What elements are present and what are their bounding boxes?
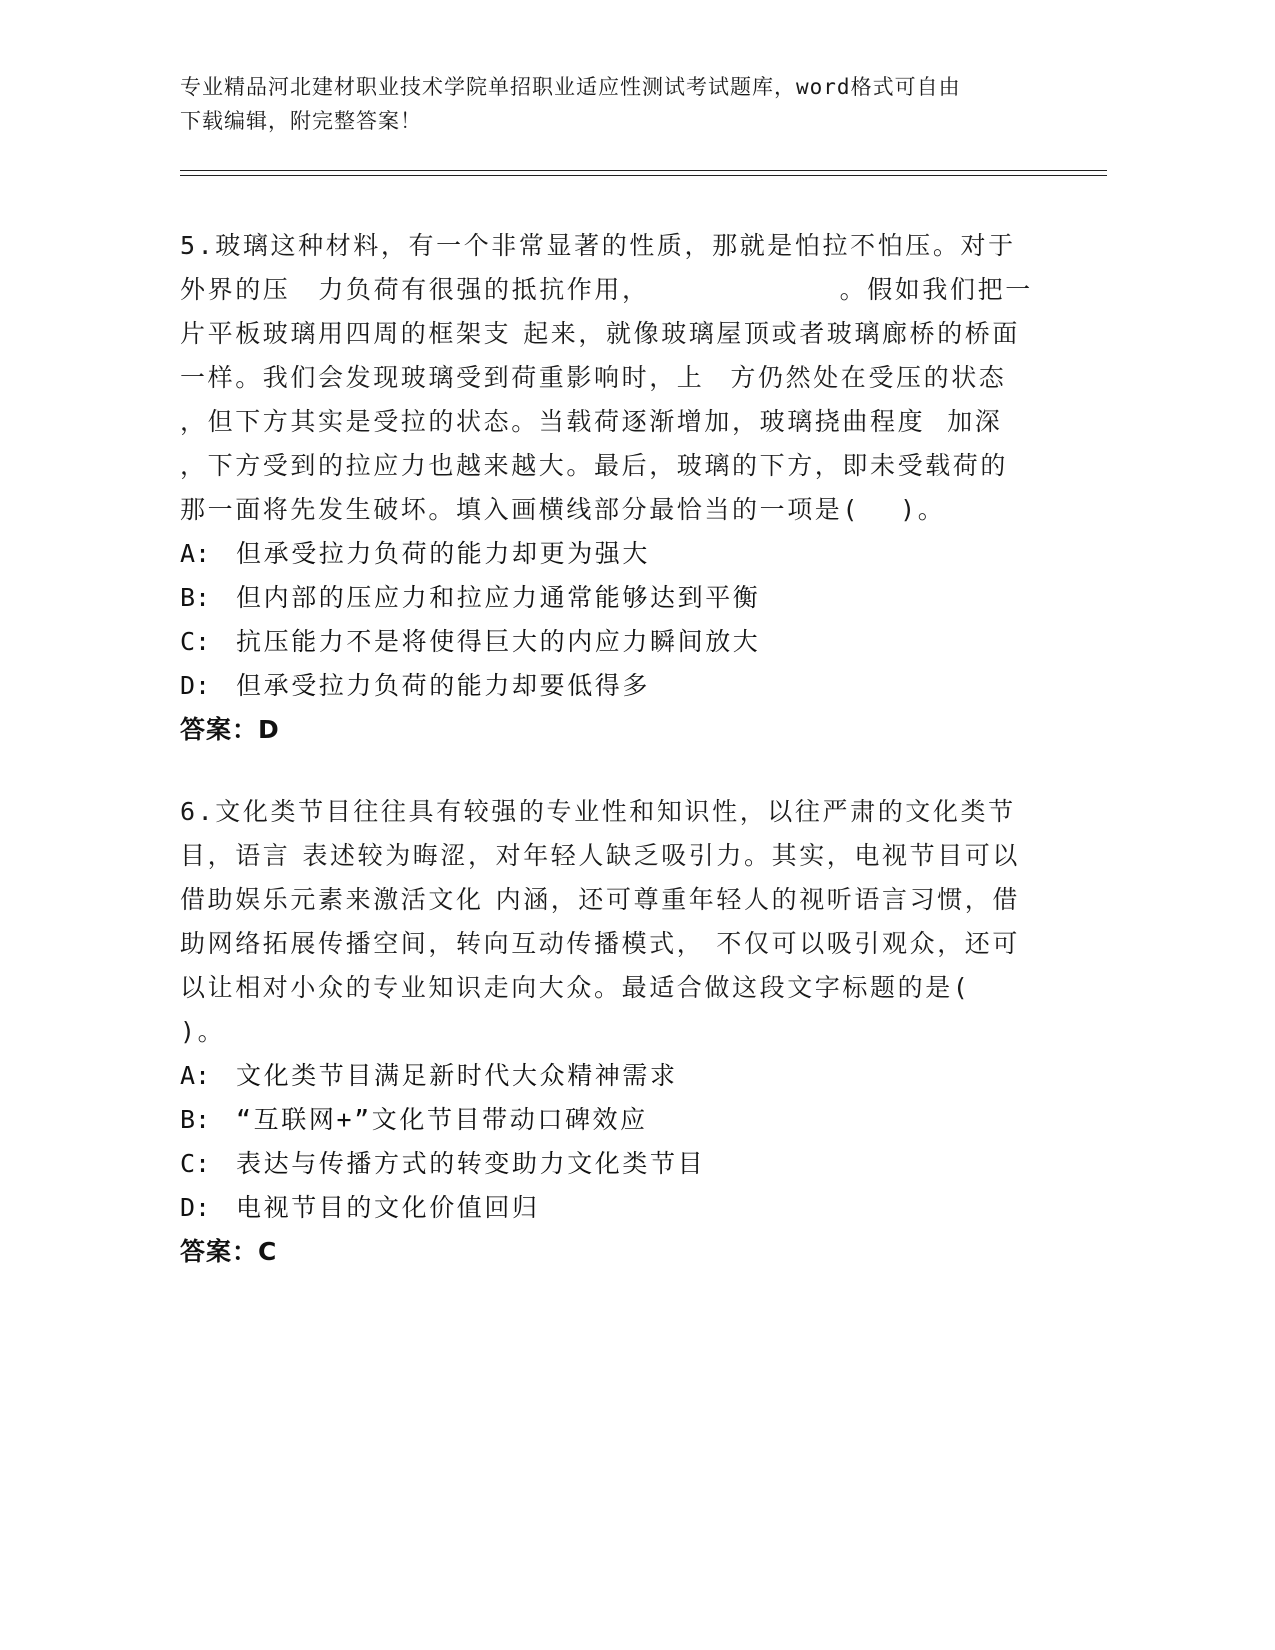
stem-line — [180, 922, 1040, 966]
stem-text: )。 — [180, 1017, 226, 1046]
stem-text: ，但下方其实是受拉的状态。当载荷逐渐增加，玻璃挠曲程度 — [180, 407, 926, 436]
option-text: 但内部的压应力和拉应力通常能够达到平衡 — [236, 583, 761, 612]
stem-line — [180, 400, 1040, 444]
answer: 答案：D — [180, 715, 280, 744]
option-label: C: — [180, 1149, 211, 1178]
option-d — [180, 664, 1040, 708]
stem-text: 加深 — [947, 407, 1003, 436]
option-label: A: — [180, 539, 211, 568]
stem-line — [180, 834, 1040, 878]
option-text: 文化类节目满足新时代大众精神需求 — [236, 1061, 678, 1090]
option-label: B: — [180, 1105, 211, 1134]
option-c — [180, 1142, 1040, 1186]
option-a — [180, 1054, 1040, 1098]
option-label: A: — [180, 1061, 211, 1090]
option-label: D: — [180, 671, 211, 700]
stem-text: ，下方受到的拉应力也越来越大。最后，玻璃的下方，即未受载荷的 — [180, 451, 1009, 480]
option-b — [180, 1098, 1040, 1142]
stem-line — [180, 878, 1040, 922]
stem-line — [180, 790, 1040, 834]
stem-text: 助网络拓展传播空间，转向互动传播模式， — [180, 929, 705, 958]
option-label: D: — [180, 1193, 211, 1222]
stem-text: 5.玻璃这种材料，有一个非常显著的性质，那就是怕拉不怕压。对于 — [180, 231, 1016, 260]
stem-line — [180, 444, 1040, 488]
stem-text: 一样。我们会发现玻璃受到荷重影响时，上 — [180, 363, 705, 392]
stem-text: 方仍然处在受压的状态 — [730, 363, 1007, 392]
option-text: 但承受拉力负荷的能力却更为强大 — [236, 539, 651, 568]
option-b — [180, 576, 1040, 620]
stem-text: 借助娱乐元素来激活文化 — [180, 885, 484, 914]
question-6 — [180, 790, 1040, 1274]
option-d — [180, 1186, 1040, 1230]
question-5 — [180, 224, 1040, 752]
header-divider-bottom — [180, 175, 1107, 176]
answer: 答案：C — [180, 1237, 278, 1266]
option-text: 抗压能力不是将使得巨大的内应力瞬间放大 — [236, 627, 761, 656]
stem-text: 目，语言 — [180, 841, 291, 870]
stem-text: )。 — [900, 495, 946, 524]
header-line-1: 专业精品河北建材职业技术学院单招职业适应性测试考试题库，word格式可自由 — [180, 75, 961, 99]
option-text: 但承受拉力负荷的能力却要低得多 — [236, 671, 651, 700]
option-label: B: — [180, 583, 211, 612]
option-text: 电视节目的文化价值回归 — [236, 1193, 540, 1222]
page-header — [180, 70, 1040, 138]
option-text: 表达与传播方式的转变助力文化类节目 — [236, 1149, 706, 1178]
stem-text: 6.文化类节目往往具有较强的专业性和知识性，以往严肃的文化类节 — [180, 797, 1016, 826]
stem-text: 内涵，还可尊重年轻人的视听语言习惯，借 — [495, 885, 1021, 914]
stem-line — [180, 356, 1040, 400]
stem-line — [180, 966, 1040, 1010]
header-divider-top — [180, 170, 1107, 171]
header-line-2: 下载编辑，附完整答案！ — [180, 109, 422, 133]
stem-text: 以让相对小众的专业知识走向大众。最适合做这段文字标题的是( — [180, 973, 971, 1002]
stem-line — [180, 1010, 1040, 1054]
option-text: “互联网+”文化节目带动口碑效应 — [236, 1105, 648, 1134]
stem-line — [180, 312, 1040, 356]
question-6-stem — [180, 790, 1040, 1054]
stem-line — [180, 488, 1040, 532]
stem-text: 外界的压 — [180, 275, 291, 304]
stem-text: 。假如我们把一 — [839, 275, 1033, 304]
stem-line — [180, 268, 1040, 312]
stem-line — [180, 224, 1040, 268]
stem-text: 起来，就像玻璃屋顶或者玻璃廊桥的桥面 — [523, 319, 1021, 348]
option-c — [180, 620, 1040, 664]
stem-text: 力负荷有很强的抵抗作用， — [318, 275, 650, 304]
stem-text: 那一面将先发生破坏。填入画横线部分最恰当的一项是( — [180, 495, 861, 524]
stem-text: 不仅可以吸引观众，还可 — [716, 929, 1021, 958]
stem-text: 片平板玻璃用四周的框架支 — [180, 319, 512, 348]
option-label: C: — [180, 627, 211, 656]
option-a — [180, 532, 1040, 576]
stem-text: 表述较为晦涩，对年轻人缺乏吸引力。其实，电视节目可以 — [302, 841, 1021, 870]
question-5-stem — [180, 224, 1040, 532]
